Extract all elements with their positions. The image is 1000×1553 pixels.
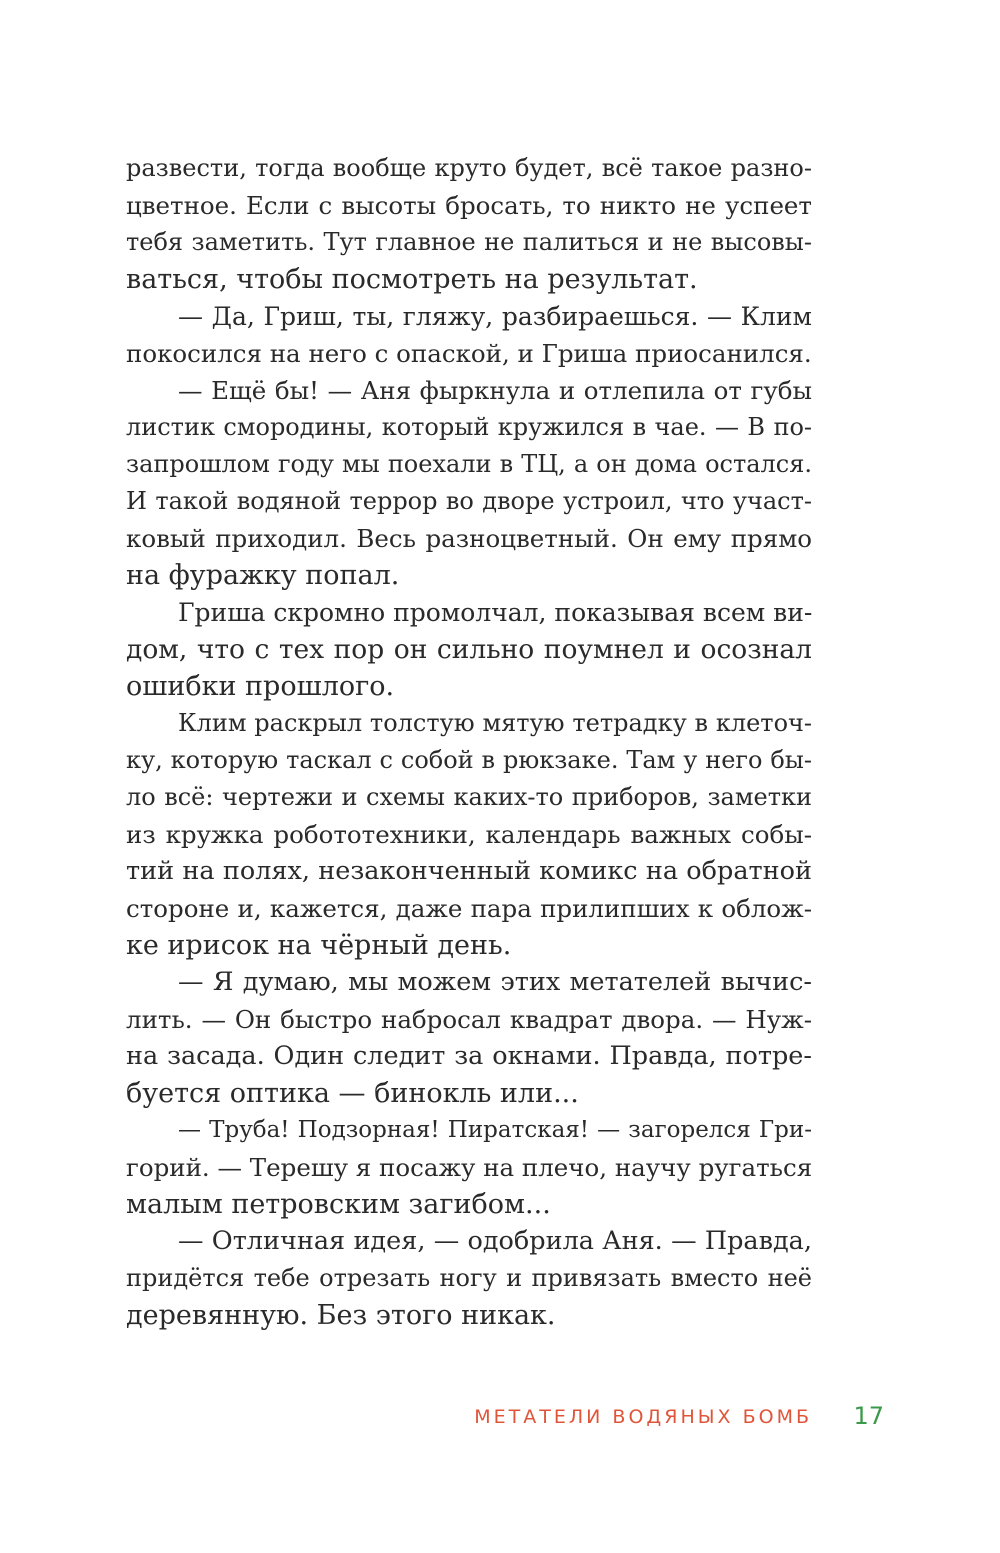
text-line: из кружка робототехники, календарь важных собы- bbox=[126, 820, 812, 849]
text-line: Гриша скромно промолчал, показывая всем ви- bbox=[178, 598, 813, 627]
text-line: стороне и, кажется, даже пара прилипших к облож- bbox=[126, 894, 812, 923]
text-line: на фуражку попал. bbox=[126, 560, 400, 591]
text-line: листик смородины, который кружился в чае. — В по- bbox=[126, 413, 812, 441]
text-line: покосился на него с опаской, и Гриша приосанился. bbox=[126, 339, 812, 368]
text-line: ковый приходил. Весь разноцветный. Он ему прямо bbox=[126, 524, 812, 553]
text-line: Клим раскрыл толстую мятую тетрадку в клеточ- bbox=[178, 709, 812, 737]
text-line: горий. — Терешу я посажу на плечо, научу ругаться bbox=[126, 1153, 813, 1182]
text-line: — Труба! Подзорная! Пиратская! — загорелся Гри- bbox=[178, 1117, 812, 1143]
text-line: придётся тебе отрезать ногу и привязать вместо неё bbox=[126, 1264, 812, 1292]
text-line: тебя заметить. Тут главное не палиться и не высовы- bbox=[126, 228, 812, 256]
text-line: дом, что с тех пор он сильно поумнел и осознал bbox=[126, 634, 812, 665]
text-line: — Да, Гриш, ты, гляжу, разбираешься. — Клим bbox=[178, 302, 812, 331]
text-line: — Ещё бы! — Аня фыркнула и отлепила от губы bbox=[178, 376, 812, 405]
text-line: тий на полях, незаконченный комикс на обратной bbox=[126, 856, 812, 886]
text-line: запрошлом году мы поехали в ТЦ, а он дома остался. bbox=[126, 450, 812, 478]
text-line: ке ирисок на чёрный день. bbox=[126, 930, 512, 961]
text-line: на засада. Один следит за окнами. Правда, потре- bbox=[126, 1041, 812, 1071]
running-title: МЕТАТЕЛИ ВОДЯНЫХ БОМБ bbox=[474, 1406, 812, 1428]
text-line: цветное. Если с высоты бросать, то никто не успеет bbox=[126, 191, 812, 220]
body-text bbox=[126, 150, 812, 1334]
text-line: ваться, чтобы посмотреть на результат. bbox=[126, 264, 698, 295]
text-line: ло всё: чертежи и схемы каких-то приборов, заметки bbox=[126, 783, 812, 811]
page-number: 17 bbox=[853, 1402, 884, 1430]
text-line: ку, которую таскал с собой в рюкзаке. Там у него бы- bbox=[126, 746, 812, 774]
text-line: — Я думаю, мы можем этих метателей вычис- bbox=[178, 967, 812, 997]
text-line: буется оптика — бинокль или... bbox=[126, 1078, 579, 1109]
text-line: ошибки прошлого. bbox=[126, 671, 395, 702]
text-line: деревянную. Без этого никак. bbox=[126, 1300, 556, 1331]
text-line: — Отличная идея, — одобрила Аня. — Правда, bbox=[178, 1226, 812, 1256]
page-footer bbox=[126, 1400, 888, 1436]
text-line: развести, тогда вообще круто будет, всё такое разно- bbox=[126, 154, 812, 182]
text-line: малым петровским загибом... bbox=[126, 1189, 551, 1220]
text-line: И такой водяной террор во дворе устроил, что участ- bbox=[126, 487, 812, 515]
text-line: лить. — Он быстро набросал квадрат двора. — Нуж- bbox=[126, 1005, 812, 1034]
